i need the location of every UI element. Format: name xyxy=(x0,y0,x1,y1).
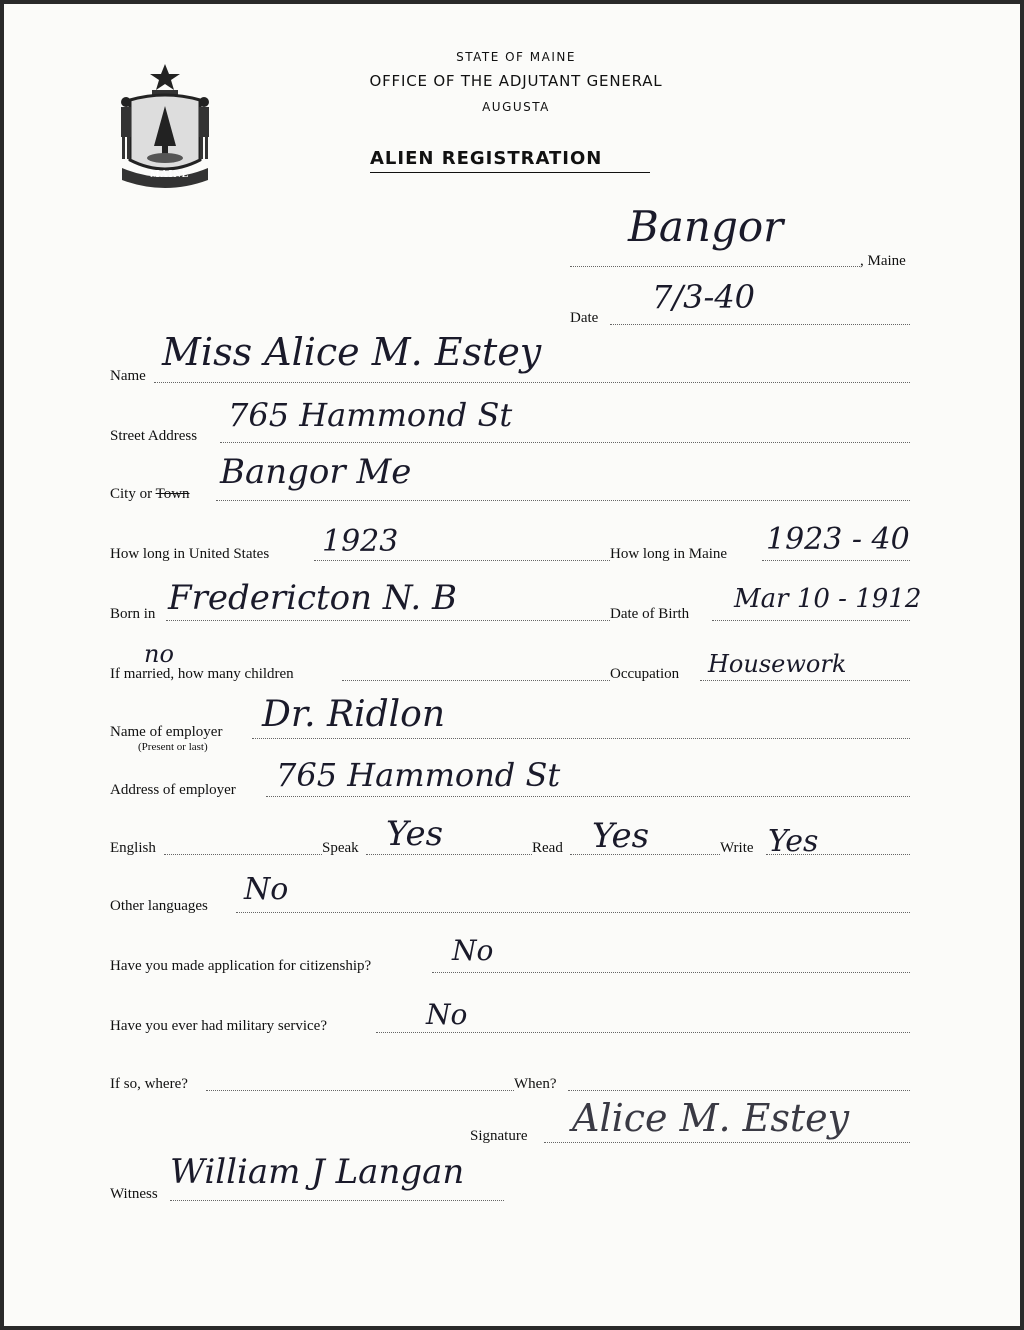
maine-label: , Maine xyxy=(860,253,906,269)
if-so-where-label: If so, where? xyxy=(110,1076,188,1092)
date-of-birth-value: Mar 10 - 1912 xyxy=(734,584,922,614)
occupation-label: Occupation xyxy=(610,666,680,682)
employer-address-label: Address of employer xyxy=(110,782,236,798)
title-underline xyxy=(370,172,650,173)
military-value: No xyxy=(426,998,468,1031)
street-value: 765 Hammond St xyxy=(228,396,513,434)
born-in-value: Fredericton N. B xyxy=(168,578,458,618)
how-long-us-label: How long in United States xyxy=(110,546,270,562)
write-value: Yes xyxy=(768,824,819,859)
when-label: When? xyxy=(514,1076,557,1092)
witness-value: William J Langan xyxy=(170,1152,465,1192)
how-long-us-value: 1923 xyxy=(322,524,399,559)
other-languages-label: Other languages xyxy=(110,898,208,914)
date-of-birth-label: Date of Birth xyxy=(610,606,690,622)
children-value: no xyxy=(144,640,174,668)
date-value: 7/3-40 xyxy=(652,278,756,316)
how-long-maine-value: 1923 - 40 xyxy=(766,522,910,557)
speak-value: Yes xyxy=(386,814,444,854)
witness-label: Witness xyxy=(110,1186,158,1202)
city-label: City or Town xyxy=(110,486,190,502)
write-label: Write xyxy=(720,840,754,856)
read-label: Read xyxy=(532,840,563,856)
children-label: If married, how many children xyxy=(110,666,294,682)
page-title: ALIEN REGISTRATION xyxy=(370,148,603,169)
occupation-value: Housework xyxy=(708,650,847,678)
office-heading: OFFICE OF THE ADJUTANT GENERAL xyxy=(369,72,663,90)
employer-address-value: 765 Hammond St xyxy=(276,756,561,794)
state-heading: STATE OF MAINE xyxy=(456,50,576,64)
street-label: Street Address xyxy=(110,428,198,444)
employer-label: Name of employer xyxy=(110,724,223,740)
how-long-maine-label: How long in Maine xyxy=(610,546,728,562)
name-value: Miss Alice M. Estey xyxy=(162,330,542,374)
read-value: Yes xyxy=(592,816,650,856)
military-label: Have you ever had military service? xyxy=(110,1018,327,1034)
registration-form xyxy=(4,4,1020,1326)
signature-value: Alice M. Estey xyxy=(572,1096,850,1140)
city-value: Bangor Me xyxy=(220,452,412,492)
citizenship-value: No xyxy=(452,934,494,967)
other-languages-value: No xyxy=(244,872,289,907)
name-label: Name xyxy=(110,368,146,384)
signature-label: Signature xyxy=(470,1128,528,1144)
date-label: Date xyxy=(570,310,599,326)
place-value: Bangor xyxy=(628,202,784,251)
employer-value: Dr. Ridlon xyxy=(262,694,446,735)
seal-motto: MAINE xyxy=(150,169,190,180)
citizenship-label: Have you made application for citizenship? xyxy=(110,958,372,974)
born-in-label: Born in xyxy=(110,606,156,622)
speak-label: Speak xyxy=(322,840,359,856)
english-label: English xyxy=(110,840,156,856)
present-or-last-note: (Present or last) xyxy=(138,741,208,753)
city-heading: AUGUSTA xyxy=(482,100,550,114)
